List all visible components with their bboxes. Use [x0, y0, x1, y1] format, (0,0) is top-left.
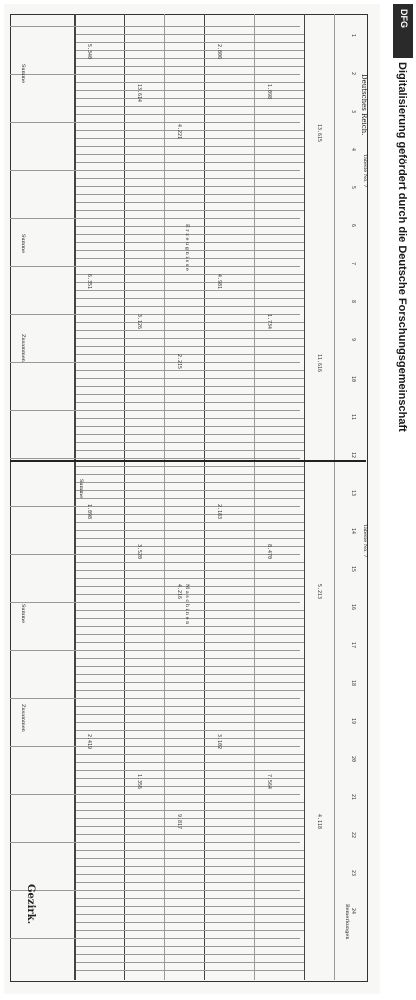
- table-rule: [10, 746, 300, 747]
- table-rule: [10, 602, 300, 603]
- table-rule: [76, 898, 304, 899]
- table-rule: [76, 562, 304, 563]
- header-divider: [204, 14, 205, 980]
- header-divider: [124, 14, 125, 980]
- table-cell: 13.614: [136, 84, 142, 103]
- table-cell: 2.806: [216, 44, 222, 60]
- table-rule: [76, 178, 304, 179]
- table-rule: [10, 122, 300, 123]
- table-cell: 8.470: [266, 544, 272, 560]
- table-cell: 13.615: [316, 124, 322, 143]
- table-rule: [76, 282, 304, 283]
- table-rule: [76, 762, 304, 763]
- table-rule: [76, 530, 304, 531]
- column-number: 1: [350, 34, 356, 38]
- column-number: 5: [350, 186, 356, 190]
- column-number: 18: [350, 680, 356, 687]
- table-rule: [76, 378, 304, 379]
- table-rule: [10, 314, 300, 315]
- column-number: 19: [350, 718, 356, 725]
- table-rule: [76, 194, 304, 195]
- table-rule: [10, 842, 300, 843]
- table-rule: [76, 658, 304, 659]
- table-rule: [76, 250, 304, 251]
- table-rule: [76, 42, 304, 43]
- table-rule: [10, 218, 300, 219]
- dfg-logo-text: DFG: [399, 9, 409, 28]
- row-label: Zusammen: [20, 334, 26, 362]
- column-number: 8: [350, 300, 356, 304]
- row-label: Summe: [20, 64, 26, 84]
- table-rule: [76, 298, 304, 299]
- table-rule: [76, 738, 304, 739]
- table-rule: [76, 514, 304, 515]
- table-cell: 4.118: [316, 814, 322, 830]
- header-divider: [304, 14, 305, 980]
- table-rule: [10, 362, 300, 363]
- table-rule: [10, 794, 300, 795]
- group-header: E r z e u g n i s s e: [184, 224, 190, 271]
- table-cell: 3.102: [216, 734, 222, 750]
- header-divider: [74, 14, 76, 980]
- table-rule: [76, 706, 304, 707]
- page-header: Deutsches Reich.: [360, 74, 368, 136]
- table-rule: [76, 234, 304, 235]
- table-rule: [76, 346, 304, 347]
- table-rule: [76, 66, 304, 67]
- table-rule: [10, 506, 300, 507]
- table-cell: 9.817: [176, 814, 182, 830]
- table-rule: [10, 266, 300, 267]
- table-cell: 2.215: [176, 354, 182, 370]
- column-number: 16: [350, 604, 356, 611]
- table-rule: [76, 394, 304, 395]
- table-rule: [76, 970, 304, 971]
- column-number: 7: [350, 262, 356, 266]
- table-cell: 5.213: [316, 584, 322, 600]
- column-number: 6: [350, 224, 356, 228]
- table-rule: [76, 274, 304, 275]
- table-rule: [76, 946, 304, 947]
- column-number: 22: [350, 832, 356, 839]
- table-rule: [76, 114, 304, 115]
- table-cell: 11.616: [316, 354, 322, 373]
- column-number: 12: [350, 452, 356, 459]
- table-rule: [76, 130, 304, 131]
- table-rule: [76, 570, 304, 571]
- table-rule: [76, 538, 304, 539]
- table-rule: [76, 874, 304, 875]
- table-rule: [76, 642, 304, 643]
- table-rule: [10, 458, 300, 459]
- column-number: 20: [350, 756, 356, 763]
- table-rule: [76, 338, 304, 339]
- table-rule: [76, 202, 304, 203]
- table-rule: [76, 242, 304, 243]
- table-rule: [76, 858, 304, 859]
- table-rule: [76, 466, 304, 467]
- table-rule: [76, 442, 304, 443]
- table-rule: [76, 370, 304, 371]
- header-divider: [334, 14, 335, 980]
- column-number: 21: [350, 794, 356, 801]
- table-rule: [76, 914, 304, 915]
- column-number: 11: [350, 414, 356, 421]
- table-rule: [76, 962, 304, 963]
- table-rule: [76, 690, 304, 691]
- table-rule: [76, 578, 304, 579]
- table-rule: [76, 426, 304, 427]
- page-header: Tabelle No. 7: [362, 154, 368, 188]
- table-rule: [10, 554, 300, 555]
- table-rule: [76, 682, 304, 683]
- group-header: Summe: [78, 479, 84, 499]
- table-rule: [76, 210, 304, 211]
- table-rule: [76, 138, 304, 139]
- table-cell: 4.221: [176, 124, 182, 140]
- table-rule: [76, 930, 304, 931]
- table-rule: [76, 666, 304, 667]
- table-rule: [76, 226, 304, 227]
- table-rule: [76, 954, 304, 955]
- table-cell: 1.356: [136, 774, 142, 790]
- table-cell: 4.981: [216, 274, 222, 290]
- table-rule: [76, 722, 304, 723]
- row-label: Summe: [20, 604, 26, 624]
- column-number: 14: [350, 528, 356, 535]
- table-rule: [76, 626, 304, 627]
- table-rule: [76, 154, 304, 155]
- group-header: Bemerkungen: [344, 904, 350, 940]
- column-number: 4: [350, 148, 356, 152]
- table-rule: [76, 850, 304, 851]
- table-rule: [76, 386, 304, 387]
- table-cell: 1.098: [266, 84, 272, 100]
- column-number: 17: [350, 642, 356, 649]
- table-rule: [76, 586, 304, 587]
- table-rule: [76, 754, 304, 755]
- table-rule: [76, 714, 304, 715]
- table-rule: [76, 826, 304, 827]
- table-rule: [10, 26, 300, 27]
- table-rule: [76, 34, 304, 35]
- table-rule: [76, 634, 304, 635]
- table-rule: [10, 410, 300, 411]
- table-cell: 7.564: [266, 774, 272, 790]
- table-rule: [76, 290, 304, 291]
- dfg-logo: [393, 4, 413, 58]
- column-number: 9: [350, 338, 356, 342]
- column-number: 13: [350, 490, 356, 497]
- table-rule: [76, 450, 304, 451]
- table-rule: [76, 882, 304, 883]
- table-cell: 3.520: [136, 544, 142, 560]
- table-rule: [76, 906, 304, 907]
- table-rule: [76, 482, 304, 483]
- column-number: 10: [350, 376, 356, 383]
- scanned-page: [4, 4, 380, 994]
- table-cell: 4.216: [176, 584, 182, 600]
- table-rule: [76, 594, 304, 595]
- table-rule: [76, 866, 304, 867]
- column-number: 2: [350, 72, 356, 76]
- table-rule: [76, 258, 304, 259]
- table-cell: 1.734: [266, 314, 272, 330]
- table-rule: [76, 674, 304, 675]
- table-rule: [76, 802, 304, 803]
- table-rule: [76, 474, 304, 475]
- table-rule: [10, 890, 300, 891]
- table-rule: [76, 306, 304, 307]
- table-rule: [76, 106, 304, 107]
- table-rule: [76, 618, 304, 619]
- table-rule: [76, 810, 304, 811]
- table-rule: [76, 834, 304, 835]
- group-header: M a s c h i n e n: [184, 584, 190, 625]
- table-rule: [76, 146, 304, 147]
- table-rule: [76, 186, 304, 187]
- header-divider: [254, 14, 255, 980]
- table-rule: [76, 498, 304, 499]
- table-rule: [76, 50, 304, 51]
- header-divider: [164, 14, 165, 980]
- table-rule: [76, 162, 304, 163]
- table-rule: [76, 402, 304, 403]
- table-rule: [76, 818, 304, 819]
- table-cell: 1.098: [86, 504, 92, 520]
- table-cell: 2.183: [216, 504, 222, 520]
- table-rule: [76, 922, 304, 923]
- table-rule: [76, 418, 304, 419]
- table-cell: 5.340: [86, 44, 92, 60]
- column-number: 3: [350, 110, 356, 114]
- column-number: 24: [350, 908, 356, 915]
- page-header: Tabelle No. 7: [362, 524, 368, 558]
- table-rule: [76, 730, 304, 731]
- table-rule: [10, 698, 300, 699]
- table-rule: [76, 610, 304, 611]
- table-rule: [10, 74, 300, 75]
- table-rule: [76, 522, 304, 523]
- table-rule: [76, 354, 304, 355]
- table-rule: [76, 58, 304, 59]
- row-label: Zusammen: [20, 704, 26, 732]
- table-rule: [76, 770, 304, 771]
- table-rule: [10, 170, 300, 171]
- funding-credit: Digitalisierung gefördert durch die Deutsche Forschungsgemeinschaft: [396, 62, 408, 432]
- table-rule: [10, 938, 300, 939]
- table-rule: [76, 330, 304, 331]
- row-label: Summe: [20, 234, 26, 254]
- table-rule: [10, 650, 300, 651]
- row-label: Gezirk.: [25, 884, 36, 925]
- table-cell: 2.419: [86, 734, 92, 750]
- table-cell: 3.126: [136, 314, 142, 330]
- table-rule: [76, 434, 304, 435]
- column-number: 15: [350, 566, 356, 573]
- table-rule: [76, 82, 304, 83]
- table-rule: [76, 490, 304, 491]
- table-cell: 6.351: [86, 274, 92, 290]
- page-split: [10, 460, 366, 462]
- column-number: 23: [350, 870, 356, 877]
